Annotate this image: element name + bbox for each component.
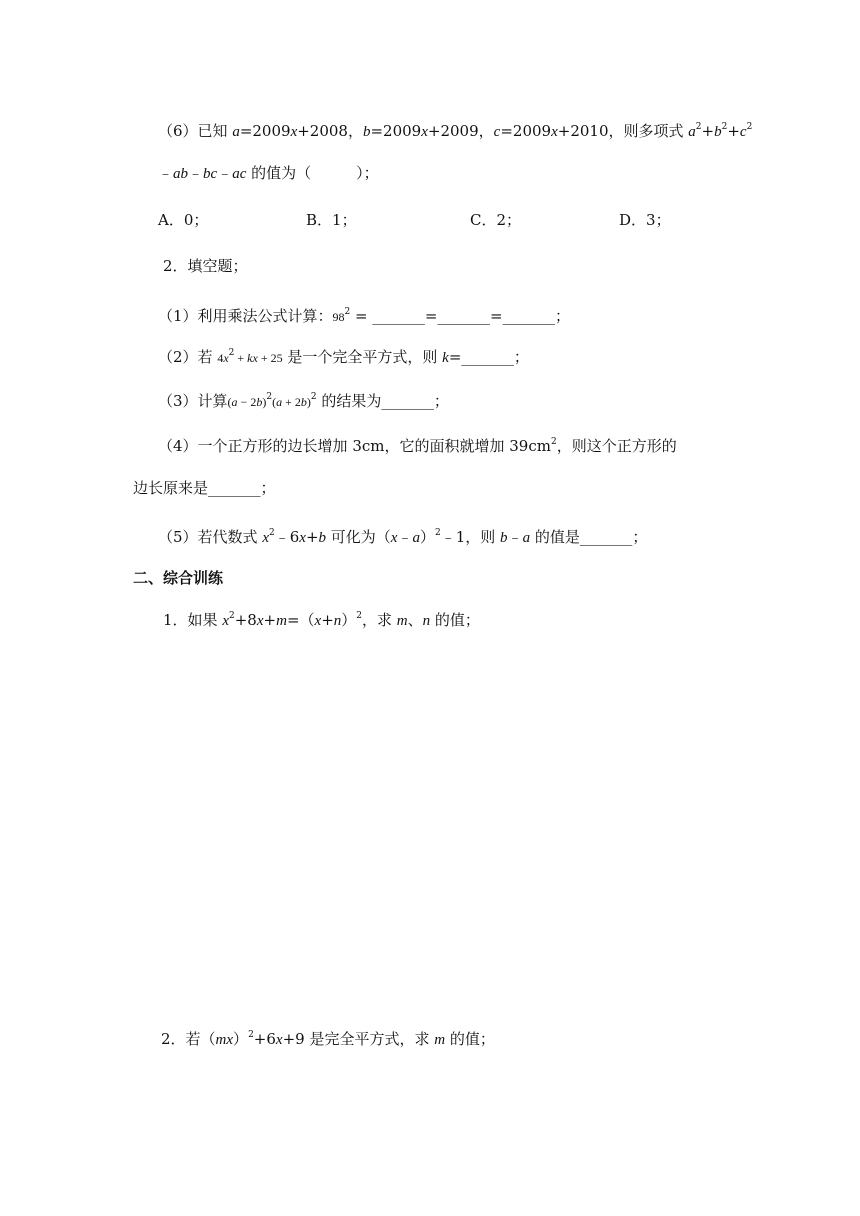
fill-question-4-line-2: 边长原来是_______； <box>133 479 276 497</box>
fill-question-4-line-1: （4）一个正方形的边长增加 3cm，它的面积就增加 $39cm^2$，则这个正方形的 <box>158 437 677 455</box>
exercise-1: 1．如果 $x^2+8x+m=(x+n)^2$，求 m、n 的值； <box>163 611 480 629</box>
question-6-line-1: （6）已知 a=2009x+2008，b=2009x+2009，c=2009x+2010，则多项式 $a^2+b^2+c^2$ <box>158 122 753 140</box>
fill-in-heading: 2．填空题； <box>163 257 248 275</box>
option-b: B．1； <box>306 211 357 229</box>
section-title: 二、综合训练 <box>133 569 224 587</box>
fill-question-1: （1）利用乘法公式计算：$98^2$ = _______=_______=_______； <box>158 307 571 325</box>
question-6-line-2: ﹣ab﹣bc﹣ac 的值为（ ）； <box>158 164 379 182</box>
option-a: A．0； <box>158 211 209 229</box>
option-d: D．3； <box>619 211 671 229</box>
fill-question-2: （2）若 $4x^2$ + kx + 25 是一个完全平方式，则 k=_______； <box>158 348 529 366</box>
exercise-2: 2．若（mx）$^2$+6x+9 是完全平方式，求 m 的值； <box>161 1030 495 1048</box>
question-6-options <box>158 210 718 230</box>
fill-question-5: （5）若代数式 $x^2﹣6x+b$ 可化为（x﹣a）$^2$﹣1，则 b﹣a 的值是_______； <box>158 528 648 546</box>
fill-question-3: （3）计算$(a - 2b)^2(a + 2b)^2$ 的结果为_______； <box>158 392 449 410</box>
option-c: C．2； <box>470 211 522 229</box>
